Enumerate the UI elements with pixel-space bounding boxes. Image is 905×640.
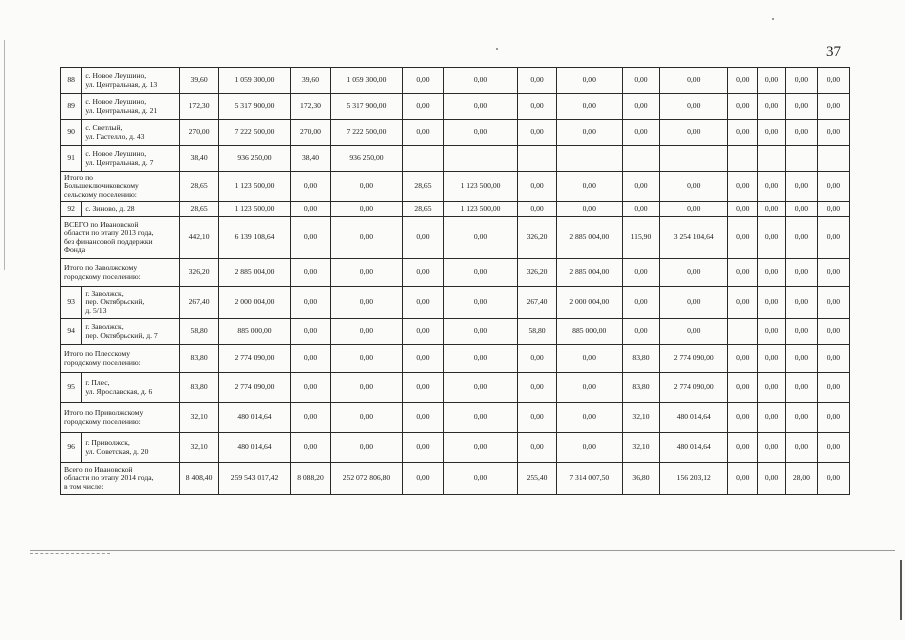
value-cell: 0,00 bbox=[758, 433, 786, 463]
value-cell: 0,00 bbox=[518, 94, 556, 120]
table-row bbox=[61, 202, 850, 217]
value-cell: 0,00 bbox=[330, 202, 403, 217]
value-cell bbox=[556, 146, 622, 172]
value-cell: 0,00 bbox=[443, 345, 518, 373]
value-cell: 0,00 bbox=[785, 217, 817, 259]
value-cell: 0,00 bbox=[291, 172, 330, 202]
table-row-total bbox=[61, 172, 850, 202]
address-cell: с. Новое Леушино, ул. Центральная, д. 21 bbox=[82, 94, 180, 120]
value-cell: 0,00 bbox=[622, 172, 659, 202]
value-cell: 0,00 bbox=[403, 463, 444, 495]
value-cell bbox=[403, 146, 444, 172]
value-cell: 0,00 bbox=[758, 403, 786, 433]
value-cell: 267,40 bbox=[518, 287, 556, 319]
value-cell: 326,20 bbox=[518, 217, 556, 259]
value-cell: 58,80 bbox=[180, 319, 218, 345]
value-cell: 0,00 bbox=[518, 120, 556, 146]
value-cell: 0,00 bbox=[758, 463, 786, 495]
value-cell: 0,00 bbox=[785, 68, 817, 94]
address-cell: г. Заволжск, пер. Октябрьский, д. 5/13 bbox=[82, 287, 180, 319]
value-cell: 0,00 bbox=[758, 94, 786, 120]
subtotal-label-cell: ВСЕГО по Ивановской области по этапу 2013 года, без финансовой поддержки Фонда bbox=[61, 217, 180, 259]
value-cell: 83,80 bbox=[180, 373, 218, 403]
value-cell bbox=[518, 146, 556, 172]
value-cell: 0,00 bbox=[556, 94, 622, 120]
value-cell: 5 317 900,00 bbox=[330, 94, 403, 120]
value-cell: 259 543 017,42 bbox=[218, 463, 291, 495]
value-cell: 0,00 bbox=[622, 94, 659, 120]
page-rule bbox=[30, 550, 895, 551]
value-cell: 0,00 bbox=[556, 433, 622, 463]
value-cell: 39,60 bbox=[291, 68, 330, 94]
value-cell: 0,00 bbox=[622, 120, 659, 146]
value-cell: 1 059 300,00 bbox=[218, 68, 291, 94]
value-cell: 0,00 bbox=[556, 172, 622, 202]
value-cell: 0,00 bbox=[330, 287, 403, 319]
value-cell: 0,00 bbox=[817, 373, 849, 403]
value-cell: 0,00 bbox=[403, 68, 444, 94]
value-cell: 326,20 bbox=[180, 259, 218, 287]
table-row-total bbox=[61, 345, 850, 373]
value-cell: 0,00 bbox=[291, 403, 330, 433]
value-cell: 0,00 bbox=[785, 94, 817, 120]
value-cell: 0,00 bbox=[660, 259, 728, 287]
row-number-cell: 92 bbox=[61, 202, 82, 217]
value-cell: 480 014,64 bbox=[660, 403, 728, 433]
page-number: 37 bbox=[826, 44, 841, 60]
address-cell: с. Новое Леушино, ул. Центральная, д. 7 bbox=[82, 146, 180, 172]
value-cell: 0,00 bbox=[817, 172, 849, 202]
value-cell: 0,00 bbox=[817, 463, 849, 495]
value-cell: 28,65 bbox=[180, 172, 218, 202]
page-rule-dashed bbox=[30, 553, 110, 554]
value-cell: 0,00 bbox=[556, 120, 622, 146]
value-cell: 5 317 900,00 bbox=[218, 94, 291, 120]
value-cell: 0,00 bbox=[443, 259, 518, 287]
value-cell: 1 059 300,00 bbox=[330, 68, 403, 94]
value-cell: 0,00 bbox=[728, 120, 758, 146]
value-cell: 1 123 500,00 bbox=[443, 172, 518, 202]
address-cell: с. Зиново, д. 28 bbox=[82, 202, 180, 217]
value-cell: 0,00 bbox=[622, 319, 659, 345]
value-cell: 0,00 bbox=[728, 433, 758, 463]
value-cell bbox=[785, 146, 817, 172]
value-cell: 0,00 bbox=[556, 68, 622, 94]
value-cell: 83,80 bbox=[180, 345, 218, 373]
table-row bbox=[61, 146, 850, 172]
scan-edge-mark bbox=[4, 40, 5, 270]
row-number-cell: 93 bbox=[61, 287, 82, 319]
value-cell: 0,00 bbox=[291, 433, 330, 463]
value-cell: 0,00 bbox=[556, 403, 622, 433]
value-cell: 0,00 bbox=[622, 202, 659, 217]
value-cell: 0,00 bbox=[758, 68, 786, 94]
subtotal-label-cell: Итого по Большеключиковскому сельскому поселению: bbox=[61, 172, 180, 202]
value-cell: 0,00 bbox=[518, 172, 556, 202]
value-cell: 0,00 bbox=[817, 120, 849, 146]
value-cell: 0,00 bbox=[758, 287, 786, 319]
value-cell: 172,30 bbox=[291, 94, 330, 120]
address-cell: г. Приволжск, ул. Советская, д. 20 bbox=[82, 433, 180, 463]
value-cell: 39,60 bbox=[180, 68, 218, 94]
value-cell: 0,00 bbox=[518, 345, 556, 373]
table-row-total bbox=[61, 217, 850, 259]
value-cell: 0,00 bbox=[817, 403, 849, 433]
address-cell: с. Светлый, ул. Гастелло, д. 43 bbox=[82, 120, 180, 146]
row-number-cell: 94 bbox=[61, 319, 82, 345]
subtotal-label-cell: Итого по Заволжскому городскому поселению: bbox=[61, 259, 180, 287]
value-cell: 0,00 bbox=[403, 373, 444, 403]
subtotal-label-cell: Итого по Плесскому городскому поселению: bbox=[61, 345, 180, 373]
value-cell: 2 885 004,00 bbox=[556, 217, 622, 259]
row-number-cell: 88 bbox=[61, 68, 82, 94]
value-cell: 0,00 bbox=[785, 202, 817, 217]
value-cell: 0,00 bbox=[518, 403, 556, 433]
value-cell: 0,00 bbox=[660, 319, 728, 345]
value-cell: 0,00 bbox=[785, 319, 817, 345]
address-cell: г. Заволжск, пер. Октябрьский, д. 7 bbox=[82, 319, 180, 345]
value-cell: 0,00 bbox=[443, 217, 518, 259]
value-cell: 0,00 bbox=[817, 202, 849, 217]
value-cell: 0,00 bbox=[443, 94, 518, 120]
value-cell: 0,00 bbox=[728, 94, 758, 120]
value-cell: 0,00 bbox=[403, 287, 444, 319]
value-cell: 0,00 bbox=[330, 433, 403, 463]
value-cell: 0,00 bbox=[817, 217, 849, 259]
value-cell: 2 000 004,00 bbox=[556, 287, 622, 319]
table-row bbox=[61, 287, 850, 319]
value-cell: 0,00 bbox=[291, 319, 330, 345]
value-cell bbox=[817, 146, 849, 172]
value-cell: 0,00 bbox=[758, 217, 786, 259]
value-cell: 0,00 bbox=[785, 172, 817, 202]
value-cell: 885 000,00 bbox=[218, 319, 291, 345]
value-cell: 1 123 500,00 bbox=[218, 202, 291, 217]
value-cell: 0,00 bbox=[817, 287, 849, 319]
value-cell bbox=[660, 146, 728, 172]
value-cell: 7 222 500,00 bbox=[330, 120, 403, 146]
value-cell: 252 072 806,80 bbox=[330, 463, 403, 495]
value-cell: 2 774 090,00 bbox=[660, 373, 728, 403]
value-cell: 2 774 090,00 bbox=[660, 345, 728, 373]
value-cell: 0,00 bbox=[330, 217, 403, 259]
value-cell: 8 088,20 bbox=[291, 463, 330, 495]
value-cell: 0,00 bbox=[785, 120, 817, 146]
value-cell: 0,00 bbox=[660, 172, 728, 202]
subtotal-label-cell: Итого по Приволжскому городскому поселению: bbox=[61, 403, 180, 433]
value-cell bbox=[728, 319, 758, 345]
value-cell: 0,00 bbox=[758, 202, 786, 217]
value-cell: 0,00 bbox=[403, 433, 444, 463]
value-cell: 0,00 bbox=[728, 68, 758, 94]
value-cell: 0,00 bbox=[785, 259, 817, 287]
value-cell: 0,00 bbox=[817, 433, 849, 463]
value-cell: 0,00 bbox=[291, 345, 330, 373]
value-cell: 0,00 bbox=[403, 345, 444, 373]
table-row bbox=[61, 120, 850, 146]
value-cell: 0,00 bbox=[443, 287, 518, 319]
value-cell: 0,00 bbox=[660, 68, 728, 94]
value-cell: 0,00 bbox=[785, 373, 817, 403]
row-number-cell: 89 bbox=[61, 94, 82, 120]
value-cell: 2 000 004,00 bbox=[218, 287, 291, 319]
value-cell: 0,00 bbox=[330, 345, 403, 373]
table-row bbox=[61, 94, 850, 120]
table-row bbox=[61, 68, 850, 94]
value-cell: 0,00 bbox=[403, 94, 444, 120]
value-cell: 270,00 bbox=[180, 120, 218, 146]
value-cell: 0,00 bbox=[728, 463, 758, 495]
value-cell: 0,00 bbox=[728, 345, 758, 373]
value-cell: 28,65 bbox=[403, 202, 444, 217]
value-cell: 0,00 bbox=[817, 319, 849, 345]
value-cell: 0,00 bbox=[291, 373, 330, 403]
scan-dot bbox=[496, 48, 498, 50]
value-cell: 6 139 108,64 bbox=[218, 217, 291, 259]
table-row-total bbox=[61, 403, 850, 433]
table-row bbox=[61, 319, 850, 345]
value-cell: 7 222 500,00 bbox=[218, 120, 291, 146]
value-cell bbox=[758, 146, 786, 172]
value-cell: 0,00 bbox=[817, 68, 849, 94]
value-cell: 28,65 bbox=[180, 202, 218, 217]
value-cell: 0,00 bbox=[660, 94, 728, 120]
value-cell: 480 014,64 bbox=[660, 433, 728, 463]
value-cell: 0,00 bbox=[291, 217, 330, 259]
value-cell: 2 885 004,00 bbox=[218, 259, 291, 287]
value-cell: 38,40 bbox=[291, 146, 330, 172]
value-cell: 0,00 bbox=[817, 259, 849, 287]
value-cell: 0,00 bbox=[291, 287, 330, 319]
value-cell: 267,40 bbox=[180, 287, 218, 319]
value-cell: 0,00 bbox=[758, 373, 786, 403]
row-number-cell: 90 bbox=[61, 120, 82, 146]
value-cell: 38,40 bbox=[180, 146, 218, 172]
value-cell: 0,00 bbox=[330, 259, 403, 287]
value-cell: 480 014,64 bbox=[218, 403, 291, 433]
value-cell: 0,00 bbox=[622, 287, 659, 319]
value-cell bbox=[443, 146, 518, 172]
value-cell: 270,00 bbox=[291, 120, 330, 146]
value-cell: 2 774 090,00 bbox=[218, 373, 291, 403]
value-cell: 0,00 bbox=[728, 217, 758, 259]
value-cell: 0,00 bbox=[758, 345, 786, 373]
program-table bbox=[60, 67, 850, 495]
address-cell: г. Плес, ул. Ярославская, д. 6 bbox=[82, 373, 180, 403]
value-cell: 0,00 bbox=[518, 373, 556, 403]
value-cell: 1 123 500,00 bbox=[443, 202, 518, 217]
value-cell: 0,00 bbox=[443, 120, 518, 146]
value-cell: 0,00 bbox=[556, 373, 622, 403]
value-cell bbox=[622, 146, 659, 172]
row-number-cell: 95 bbox=[61, 373, 82, 403]
value-cell: 0,00 bbox=[443, 319, 518, 345]
row-number-cell: 96 bbox=[61, 433, 82, 463]
value-cell: 0,00 bbox=[758, 120, 786, 146]
subtotal-label-cell: Всего по Ивановской области по этапу 2014 года, в том числе: bbox=[61, 463, 180, 495]
value-cell: 83,80 bbox=[622, 345, 659, 373]
table-row bbox=[61, 433, 850, 463]
value-cell: 0,00 bbox=[443, 68, 518, 94]
value-cell: 0,00 bbox=[728, 172, 758, 202]
value-cell: 885 000,00 bbox=[556, 319, 622, 345]
value-cell: 115,90 bbox=[622, 217, 659, 259]
value-cell: 0,00 bbox=[622, 259, 659, 287]
address-cell: с. Новое Леушино, ул. Центральная, д. 13 bbox=[82, 68, 180, 94]
value-cell: 480 014,64 bbox=[218, 433, 291, 463]
value-cell: 0,00 bbox=[403, 120, 444, 146]
value-cell: 58,80 bbox=[518, 319, 556, 345]
value-cell: 255,40 bbox=[518, 463, 556, 495]
value-cell: 0,00 bbox=[443, 403, 518, 433]
value-cell: 0,00 bbox=[728, 373, 758, 403]
value-cell: 0,00 bbox=[728, 287, 758, 319]
value-cell: 0,00 bbox=[556, 345, 622, 373]
value-cell: 936 250,00 bbox=[330, 146, 403, 172]
value-cell: 326,20 bbox=[518, 259, 556, 287]
value-cell: 0,00 bbox=[556, 202, 622, 217]
value-cell: 0,00 bbox=[758, 319, 786, 345]
value-cell: 0,00 bbox=[660, 287, 728, 319]
value-cell: 28,65 bbox=[403, 172, 444, 202]
value-cell: 0,00 bbox=[758, 259, 786, 287]
value-cell: 0,00 bbox=[518, 433, 556, 463]
value-cell: 0,00 bbox=[403, 217, 444, 259]
value-cell: 0,00 bbox=[330, 373, 403, 403]
value-cell: 2 774 090,00 bbox=[218, 345, 291, 373]
value-cell: 442,10 bbox=[180, 217, 218, 259]
value-cell: 0,00 bbox=[403, 319, 444, 345]
value-cell: 0,00 bbox=[622, 68, 659, 94]
value-cell: 28,00 bbox=[785, 463, 817, 495]
value-cell: 0,00 bbox=[758, 172, 786, 202]
value-cell: 0,00 bbox=[403, 259, 444, 287]
scan-edge-mark-right bbox=[900, 560, 902, 620]
value-cell: 0,00 bbox=[443, 463, 518, 495]
value-cell: 0,00 bbox=[660, 120, 728, 146]
table-row bbox=[61, 373, 850, 403]
value-cell: 936 250,00 bbox=[218, 146, 291, 172]
value-cell: 0,00 bbox=[330, 403, 403, 433]
value-cell: 0,00 bbox=[785, 287, 817, 319]
value-cell: 0,00 bbox=[785, 433, 817, 463]
value-cell: 32,10 bbox=[622, 433, 659, 463]
value-cell: 0,00 bbox=[291, 259, 330, 287]
table-row-total bbox=[61, 259, 850, 287]
scan-dot bbox=[772, 18, 774, 20]
value-cell: 0,00 bbox=[728, 202, 758, 217]
row-number-cell: 91 bbox=[61, 146, 82, 172]
value-cell: 32,10 bbox=[180, 433, 218, 463]
value-cell: 0,00 bbox=[518, 68, 556, 94]
value-cell: 1 123 500,00 bbox=[218, 172, 291, 202]
value-cell: 0,00 bbox=[660, 202, 728, 217]
value-cell: 32,10 bbox=[180, 403, 218, 433]
value-cell: 0,00 bbox=[330, 319, 403, 345]
value-cell: 0,00 bbox=[443, 433, 518, 463]
value-cell: 83,80 bbox=[622, 373, 659, 403]
value-cell: 0,00 bbox=[728, 259, 758, 287]
value-cell: 2 885 004,00 bbox=[556, 259, 622, 287]
value-cell: 7 314 007,50 bbox=[556, 463, 622, 495]
value-cell: 8 408,40 bbox=[180, 463, 218, 495]
value-cell: 36,80 bbox=[622, 463, 659, 495]
value-cell: 0,00 bbox=[817, 94, 849, 120]
value-cell: 156 203,12 bbox=[660, 463, 728, 495]
value-cell: 0,00 bbox=[785, 345, 817, 373]
value-cell: 0,00 bbox=[728, 403, 758, 433]
value-cell: 0,00 bbox=[443, 373, 518, 403]
value-cell bbox=[728, 146, 758, 172]
value-cell: 0,00 bbox=[291, 202, 330, 217]
value-cell: 0,00 bbox=[403, 403, 444, 433]
value-cell: 0,00 bbox=[785, 403, 817, 433]
value-cell: 32,10 bbox=[622, 403, 659, 433]
value-cell: 0,00 bbox=[817, 345, 849, 373]
value-cell: 0,00 bbox=[330, 172, 403, 202]
value-cell: 0,00 bbox=[518, 202, 556, 217]
value-cell: 172,30 bbox=[180, 94, 218, 120]
value-cell: 3 254 104,64 bbox=[660, 217, 728, 259]
table-row-total bbox=[61, 463, 850, 495]
